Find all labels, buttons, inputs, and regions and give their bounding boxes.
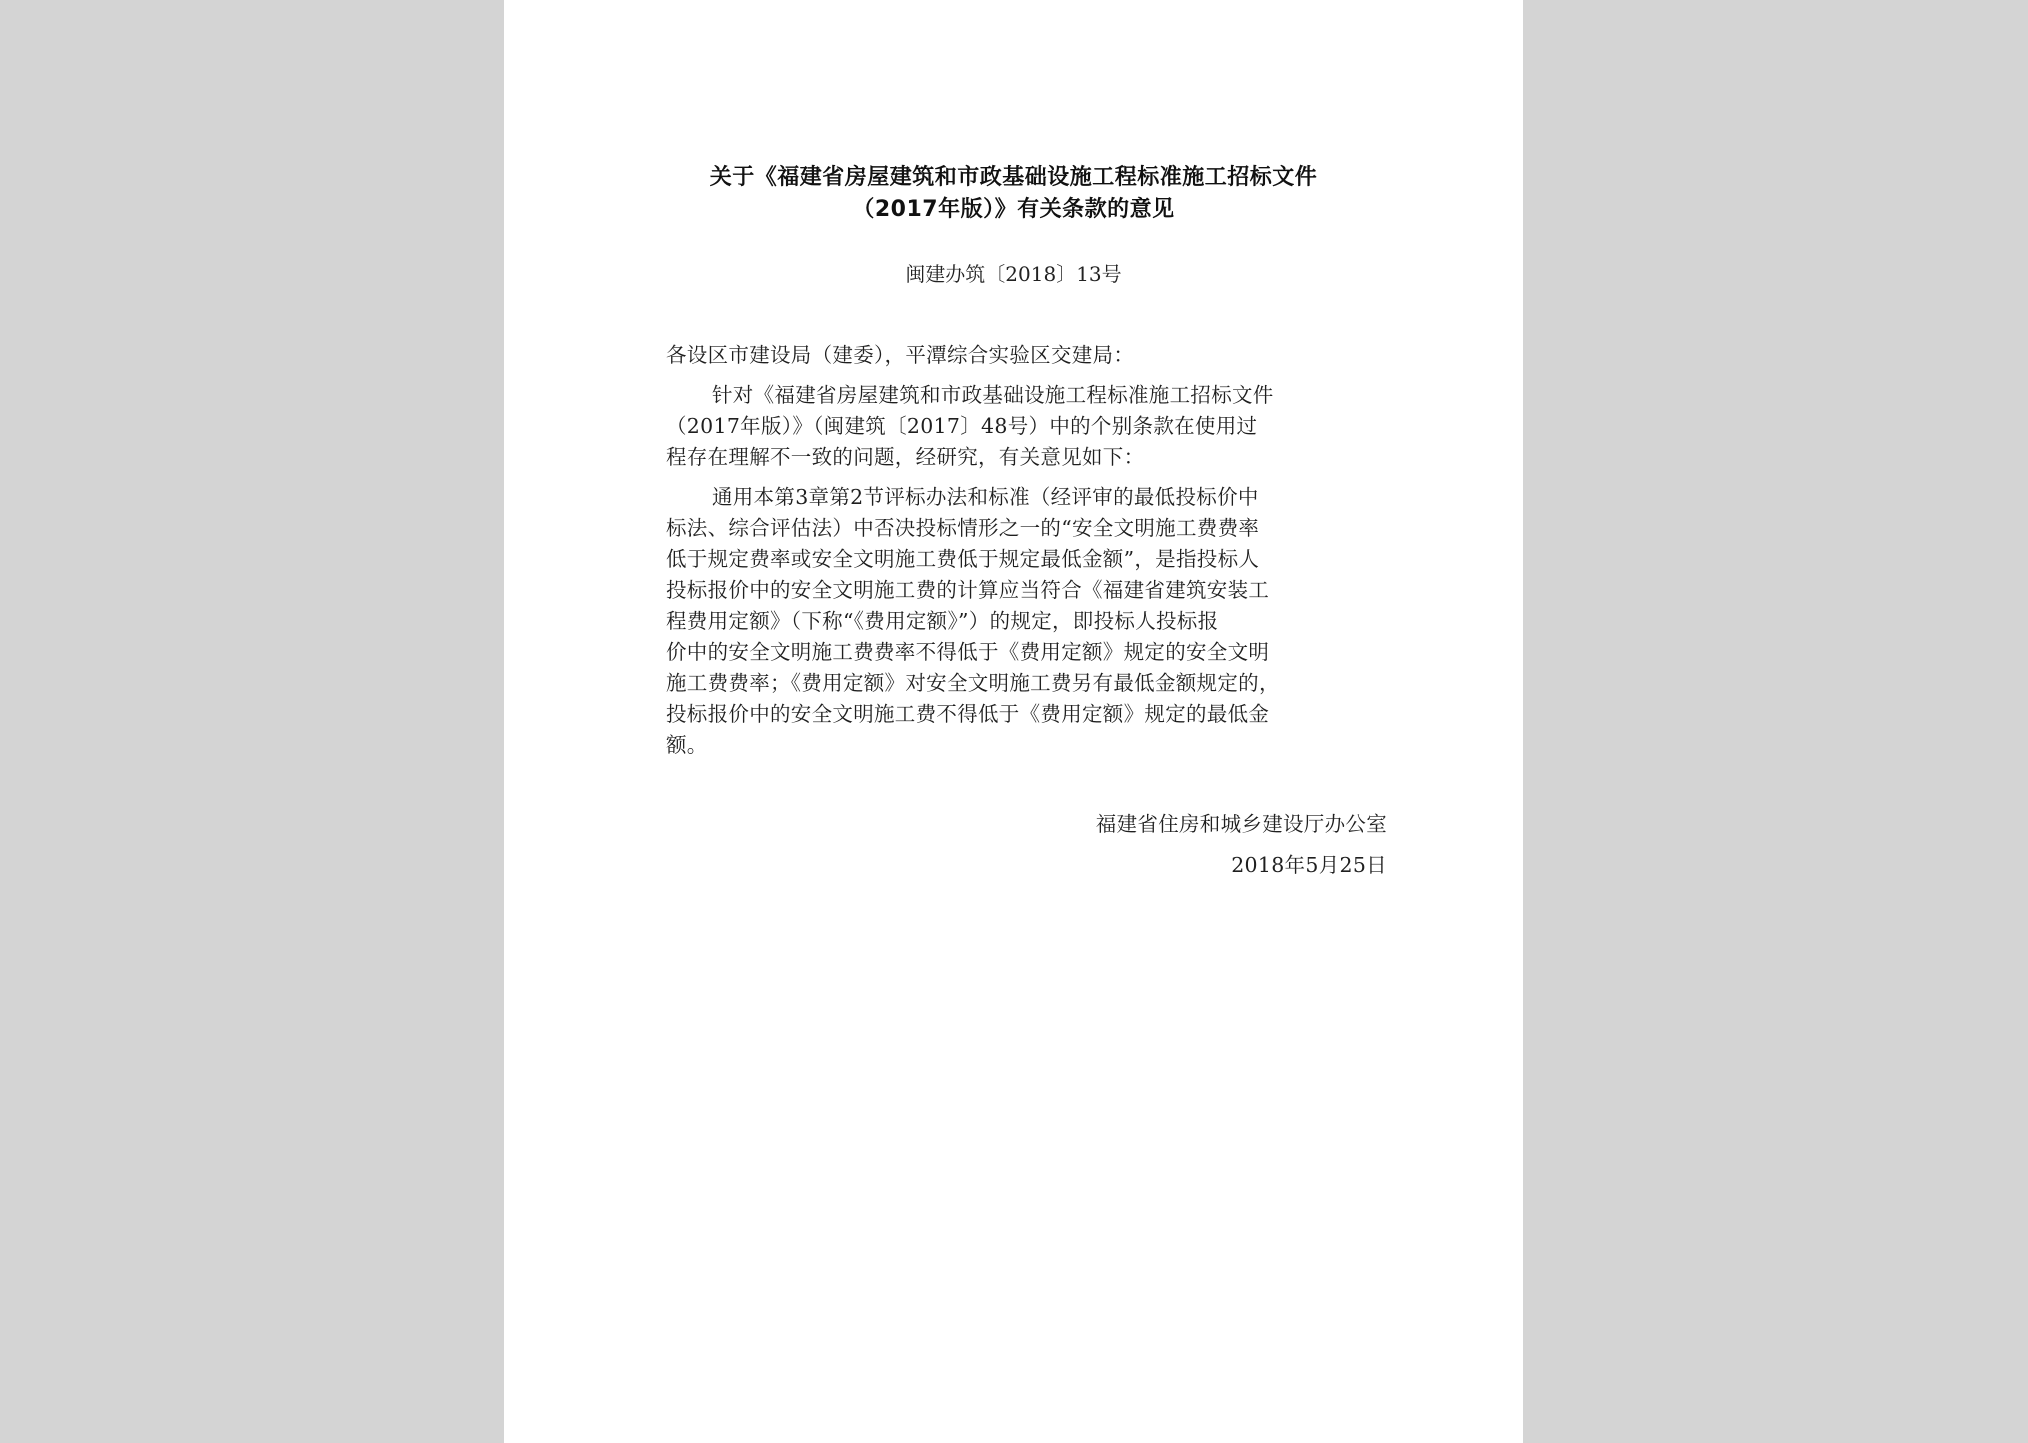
- paragraph-2-line: 投标报价中的安全文明施工费的计算应当符合《福建省建筑安装工: [666, 578, 1270, 602]
- paragraph-2-line: 低于规定费率或安全文明施工费低于规定最低金额”，是指投标人: [666, 547, 1260, 571]
- document-page: [504, 0, 1523, 1443]
- document-number: 闽建办筑〔2018〕13号: [905, 262, 1122, 286]
- paragraph-1-line: 针对《福建省房屋建筑和市政基础设施工程标准施工招标文件: [712, 383, 1274, 407]
- paragraph-1-line: 程存在理解不一致的问题，经研究，有关意见如下：: [666, 445, 1145, 469]
- salutation: 各设区市建设局（建委），平潭综合实验区交建局：: [666, 343, 1135, 367]
- paragraph-2-line: 程费用定额》（下称“《费用定额》”）的规定，即投标人投标报: [666, 609, 1219, 633]
- paragraph-1-line: （2017年版）》（闽建筑〔2017〕48号）中的个别条款在使用过: [666, 414, 1258, 438]
- document-title-line-1: 关于《福建省房屋建筑和市政基础设施工程标准施工招标文件: [709, 165, 1318, 190]
- paragraph-2-line: 标法、综合评估法）中否决投标情形之一的“安全文明施工费费率: [666, 516, 1260, 540]
- paragraph-2-line: 额。: [666, 733, 708, 757]
- paragraph-2-line: 价中的安全文明施工费费率不得低于《费用定额》规定的安全文明: [666, 640, 1270, 664]
- paragraph-2-line: 施工费费率；《费用定额》对安全文明施工费另有最低金额规定的，: [666, 671, 1280, 695]
- paragraph-2-line: 投标报价中的安全文明施工费不得低于《费用定额》规定的最低金: [666, 702, 1270, 726]
- document-title-line-2: （2017年版）》有关条款的意见: [852, 197, 1175, 222]
- signature-organization: 福建省住房和城乡建设厅办公室: [1095, 812, 1387, 836]
- paragraph-2-line: 通用本第3章第2节评标办法和标准（经评审的最低投标价中: [712, 485, 1259, 509]
- signature-date: 2018年5月25日: [1231, 853, 1387, 877]
